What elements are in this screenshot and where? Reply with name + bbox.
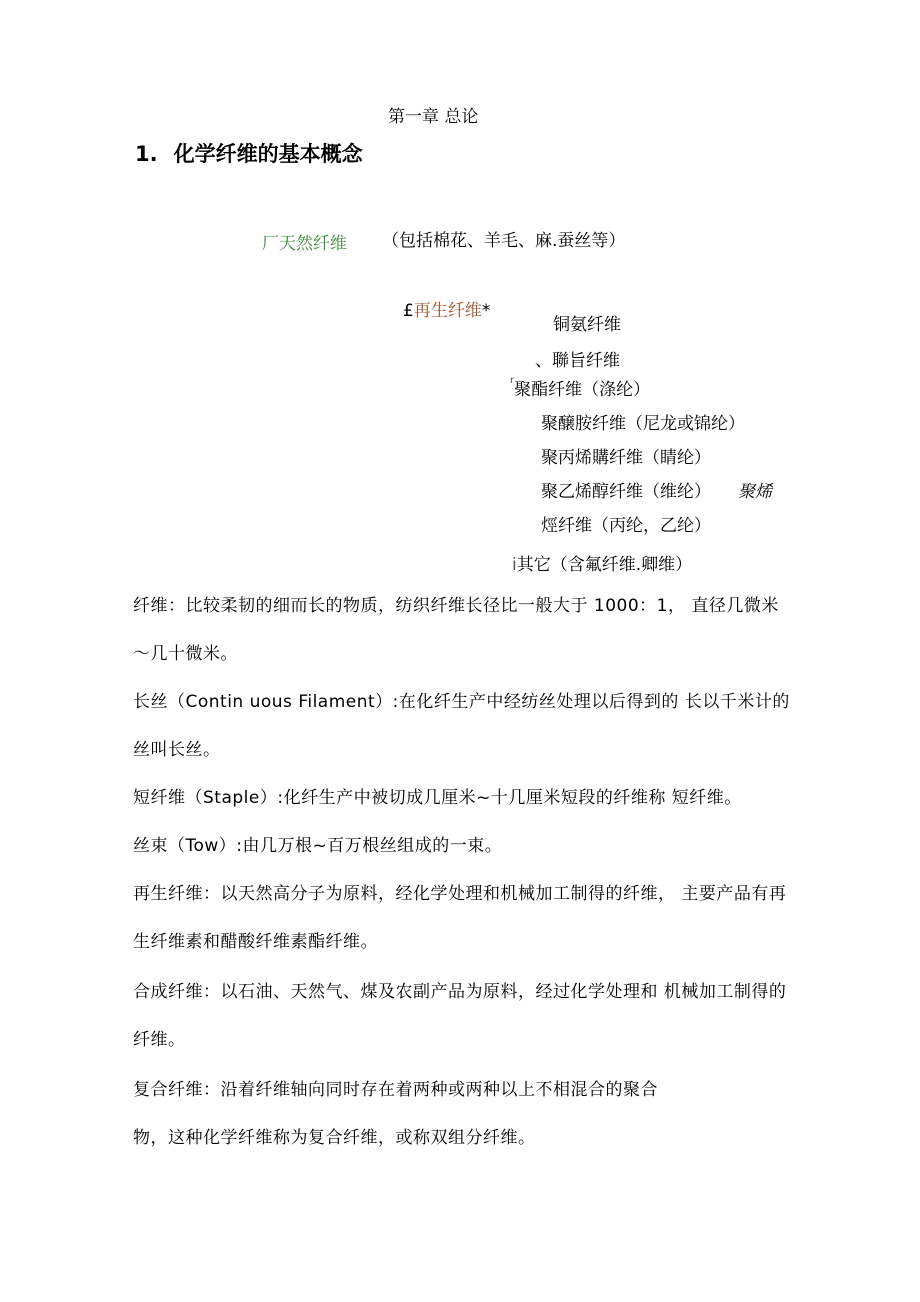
copper-ammonia-fiber: 铜氨纤维 bbox=[553, 315, 621, 335]
definition-tow: 丝束（Tow）:由几万根~百万根丝组成的一束。 bbox=[133, 836, 503, 856]
pva-fiber: 聚乙烯醇纤维（维纶） bbox=[541, 482, 711, 502]
regenerated-fiber-label: 再生纤维 bbox=[413, 301, 482, 321]
regen-suffix: * bbox=[481, 301, 491, 321]
natural-fiber-label: 厂天然纤维 bbox=[262, 234, 347, 254]
definition-filament: 长丝（Contin uous Filament）:在化纤生产中经纺丝处理以后得到的 长以千米计的丝叫长丝。 bbox=[133, 692, 790, 760]
polyolefin-label: 聚烯 bbox=[738, 482, 772, 502]
definition-composite-fiber-line1: 复合纤维：沿着纤维轴向同时存在着两种或两种以上不相混合的聚合 bbox=[133, 1080, 658, 1100]
polyamide-fiber: 聚醸胺纤维（尼龙或锦纶） bbox=[541, 414, 745, 434]
definition-fiber: 纤维：比较柔韧的细而长的物质，纺织纤维长径比一般大于 1000：1， 直径几微米～几十微米。 bbox=[133, 596, 779, 664]
viscose-fiber: 、聯旨纤维 bbox=[535, 351, 620, 371]
definition-staple: 短纤维（Staple）:化纤生产中被切成几厘米~十几厘米短段的纤维称 短纤维。 bbox=[133, 788, 742, 808]
polyacrylonitrile-fiber: 聚丙烯購纤维（睛纶） bbox=[541, 448, 711, 468]
polyester-row bbox=[510, 375, 650, 400]
other-fiber-row bbox=[512, 550, 692, 575]
polyolefin-fiber: 烴纤维（丙纶，乙纶） bbox=[541, 516, 711, 536]
natural-fiber-examples: （包括棉花、羊毛、麻.蚕丝等） bbox=[382, 231, 626, 251]
section-number: 1. bbox=[135, 142, 158, 166]
definition-composite-fiber-line2: 物，这种化学纤维称为复合纤维，或称双组分纤维。 bbox=[133, 1128, 536, 1148]
polyester-fiber: 聚酯纤维（涤纶） bbox=[514, 380, 651, 400]
section-title: 化学纤维的基本概念 bbox=[173, 142, 363, 166]
section-heading bbox=[135, 138, 375, 170]
regen-prefix: £ bbox=[403, 301, 414, 321]
chapter-title: 第一章 总论 bbox=[388, 107, 479, 127]
definition-regenerated-fiber: 再生纤维：以天然高分子为原料，经化学处理和机械加工制得的纤维， 主要产品有再生纤维素和醋酸纤维素酯纤维。 bbox=[133, 884, 787, 952]
other-bracket-mark: i bbox=[512, 555, 517, 575]
definition-synthetic-fiber: 合成纤维：以石油、天然气、煤及农副产品为原料，经过化学处理和 机械加工制得的纤维。 bbox=[133, 982, 787, 1050]
other-fiber: 其它（含氟纤维.卿维） bbox=[516, 555, 693, 575]
synthetic-bracket-mark: r bbox=[510, 375, 515, 386]
regenerated-fiber-row bbox=[403, 296, 490, 321]
